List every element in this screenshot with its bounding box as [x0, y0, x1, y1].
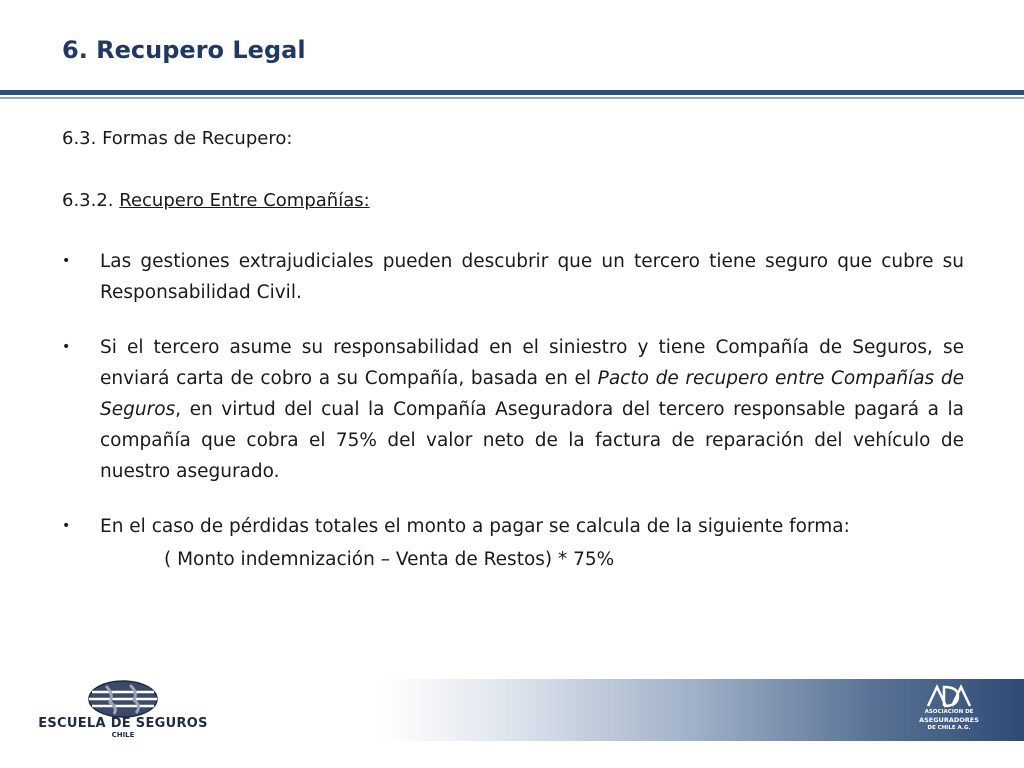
subsection-heading: [62, 190, 370, 211]
right-logo-line3: DE CHILE A.G.: [927, 725, 971, 731]
title-divider-thin: [0, 97, 1024, 99]
bullet-text-2b: , en virtud del cual la Compañía Aseguradora del tercero responsable pagará a la compañía que cobra el 75% del valor neto de la factura de reparación del vehículo de nuestro asegurado.: [100, 399, 964, 482]
left-logo-sub: CHILE: [111, 731, 135, 739]
bullet-text-3: En el caso de pérdidas totales el monto a pagar se calcula de la siguiente forma:: [100, 516, 850, 537]
globe-logo-icon: [84, 680, 162, 718]
bullet-text-1: Las gestiones extrajudiciales pueden descubrir que un tercero tiene seguro que cubre su Responsabilidad Civil.: [100, 251, 964, 303]
left-logo-text: ESCUELA DE SEGUROS: [38, 716, 208, 731]
subsection-number: 6.3.2.: [62, 190, 114, 211]
bullet-icon: •: [62, 518, 71, 534]
bullet-icon: •: [62, 253, 71, 269]
bullet-text-2-italic: Pacto de recupero entre Compañías de Seguros: [100, 368, 964, 420]
right-logo-line1: ASOCIACION DE: [924, 709, 974, 715]
title-divider: [0, 90, 1024, 95]
bullet-item-2: [62, 332, 964, 487]
bullet-list: [62, 246, 964, 575]
formula-text: ( Monto indemnización – Venta de Restos) * 75%: [164, 549, 615, 570]
section-heading: 6.3. Formas de Recupero:: [62, 128, 293, 149]
bullet-text-2a: Si el tercero asume su responsabilidad en el siniestro y tiene Compañía de Seguros, se enviará carta de cobro a su Compañía, basada en el: [100, 337, 964, 389]
aach-logo-icon: [926, 684, 972, 708]
subsection-title: Recupero Entre Compañías:: [119, 190, 370, 211]
asociacion-aseguradores-logo: [904, 684, 994, 740]
bullet-item-1: [62, 246, 964, 308]
slide-title: 6. Recupero Legal: [62, 36, 306, 64]
right-logo-line2: ASEGURADORES: [919, 716, 979, 724]
escuela-de-seguros-logo: [38, 680, 208, 740]
bullet-icon: •: [62, 339, 71, 355]
bullet-item-3: [62, 511, 964, 542]
